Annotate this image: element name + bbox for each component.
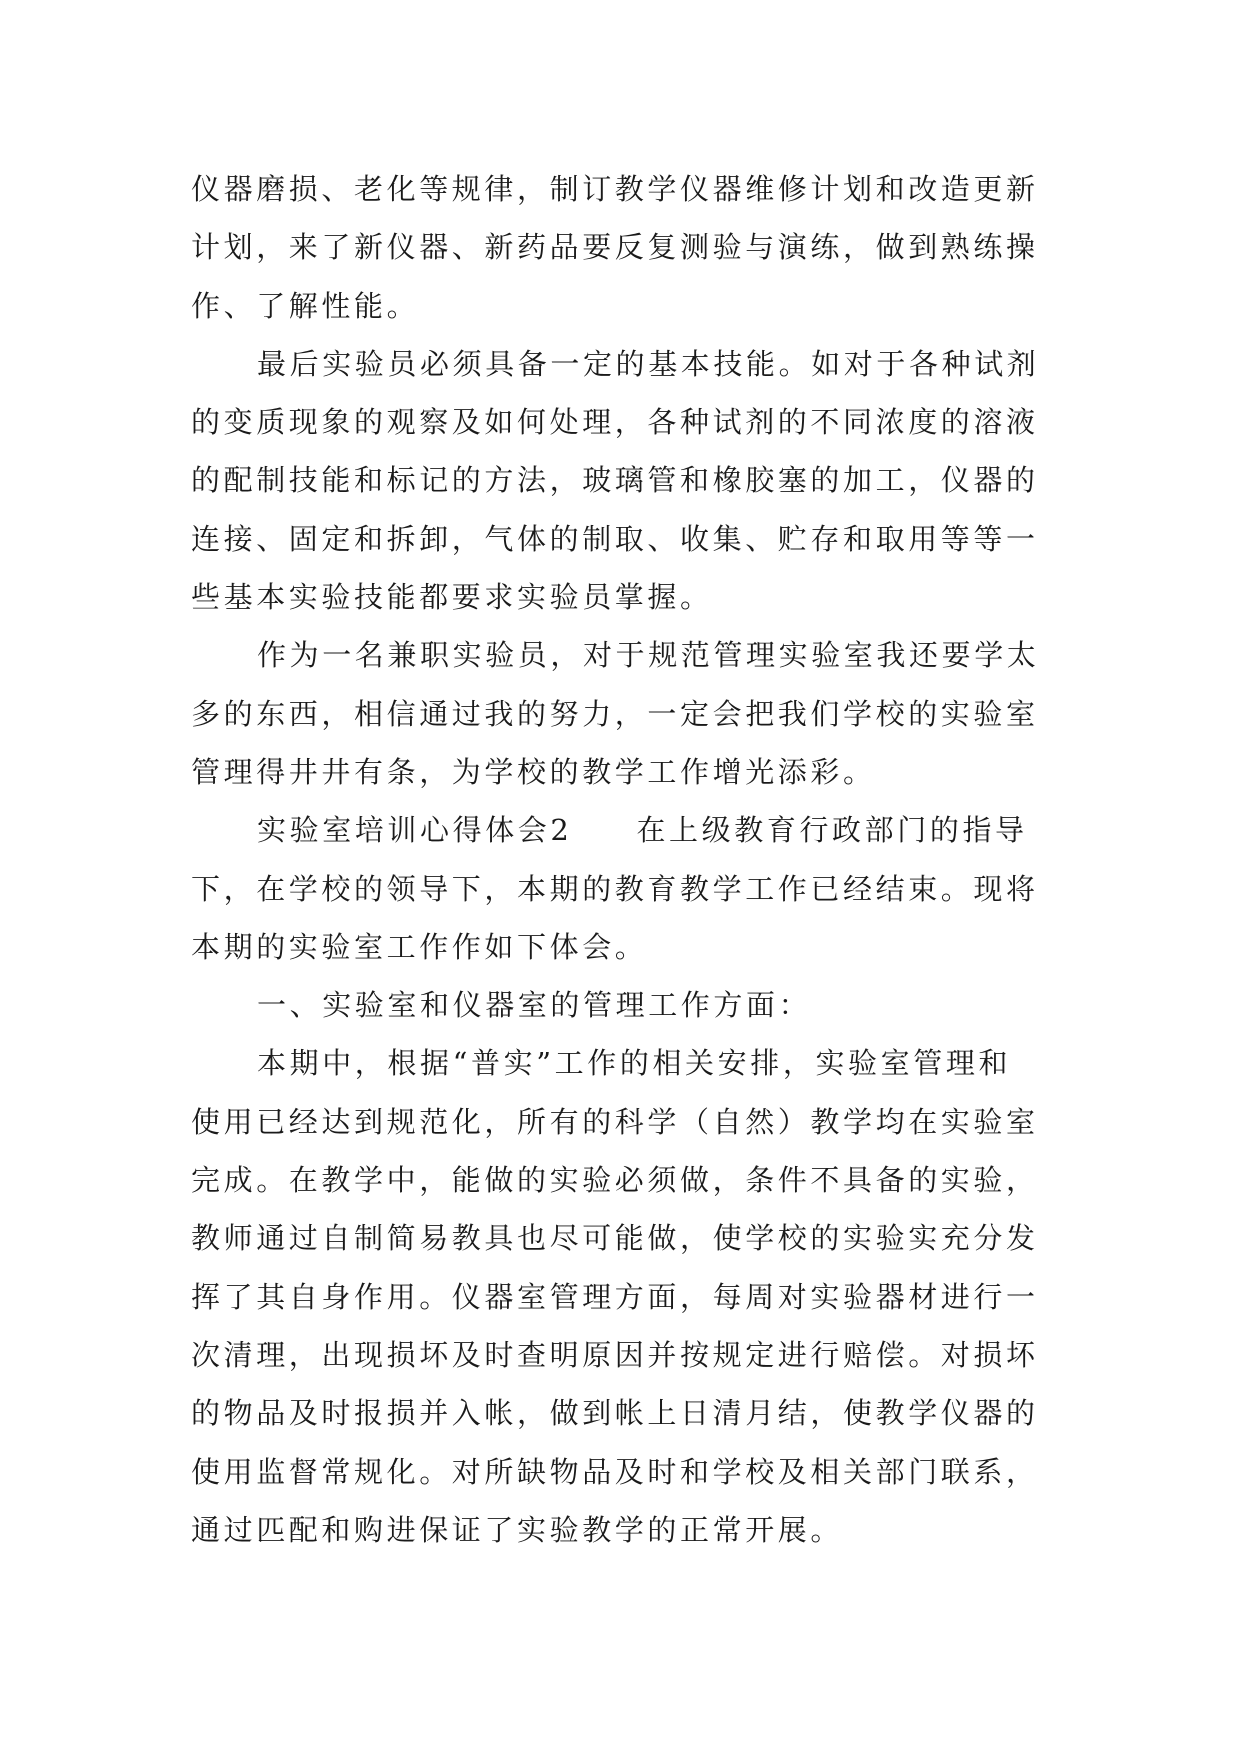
text-line: 次清理，出现损坏及时查明原因并按规定进行赔偿。对损坏	[191, 1337, 1039, 1372]
paragraph-start-line: 作为一名兼职实验员，对于规范管理实验室我还要学太	[257, 638, 1040, 673]
text-line: 的配制技能和标记的方法，玻璃管和橡胶塞的加工，仪器的	[191, 463, 1039, 498]
text-line: 些基本实验技能都要求实验员掌握。	[191, 580, 713, 615]
text-line: 计划，来了新仪器、新药品要反复测验与演练，做到熟练操	[191, 230, 1039, 265]
body-text	[191, 160, 1051, 1559]
text-line: 多的东西，相信通过我的努力，一定会把我们学校的实验室	[191, 696, 1039, 731]
text-line: 教师通过自制简易教具也尽可能做，使学校的实验实充分发	[191, 1221, 1039, 1256]
text-line: 管理得井井有条，为学校的教学工作增光添彩。	[191, 754, 876, 789]
paragraph-start-line: 本期中，根据“普实”工作的相关安排，实验室管理和	[257, 1046, 1012, 1081]
text-line: 完成。在教学中，能做的实验必须做，条件不具备的实验，	[191, 1163, 1039, 1198]
text-line: 的变质现象的观察及如何处理，各种试剂的不同浓度的溶液	[191, 405, 1039, 440]
section-title-line	[191, 801, 1051, 859]
text-line: 的物品及时报损并入帐，做到帐上日清月结，使教学仪器的	[191, 1396, 1039, 1431]
text-line: 作、了解性能。	[191, 288, 420, 323]
text-line: 连接、固定和拆卸，气体的制取、收集、贮存和取用等等一	[191, 521, 1039, 556]
subheading-line: 一、实验室和仪器室的管理工作方面：	[257, 988, 812, 1023]
section-intro: 在上级教育行政部门的指导	[636, 813, 1028, 848]
text-line: 使用监督常规化。对所缺物品及时和学校及相关部门联系，	[191, 1454, 1039, 1489]
text-line: 本期的实验室工作作如下体会。	[191, 929, 648, 964]
paragraph-start-line: 最后实验员必须具备一定的基本技能。如对于各种试剂	[257, 346, 1040, 381]
text-line: 下，在学校的领导下，本期的教育教学工作已经结束。现将	[191, 871, 1039, 906]
text-line: 使用已经达到规范化，所有的科学（自然）教学均在实验室	[191, 1104, 1039, 1139]
text-line: 通过匹配和购进保证了实验教学的正常开展。	[191, 1512, 844, 1547]
text-line: 仪器磨损、老化等规律，制订教学仪器维修计划和改造更新	[191, 172, 1039, 206]
text-line: 挥了其自身作用。仪器室管理方面，每周对实验器材进行一	[191, 1279, 1039, 1314]
section-title: 实验室培训心得体会2	[257, 813, 573, 848]
